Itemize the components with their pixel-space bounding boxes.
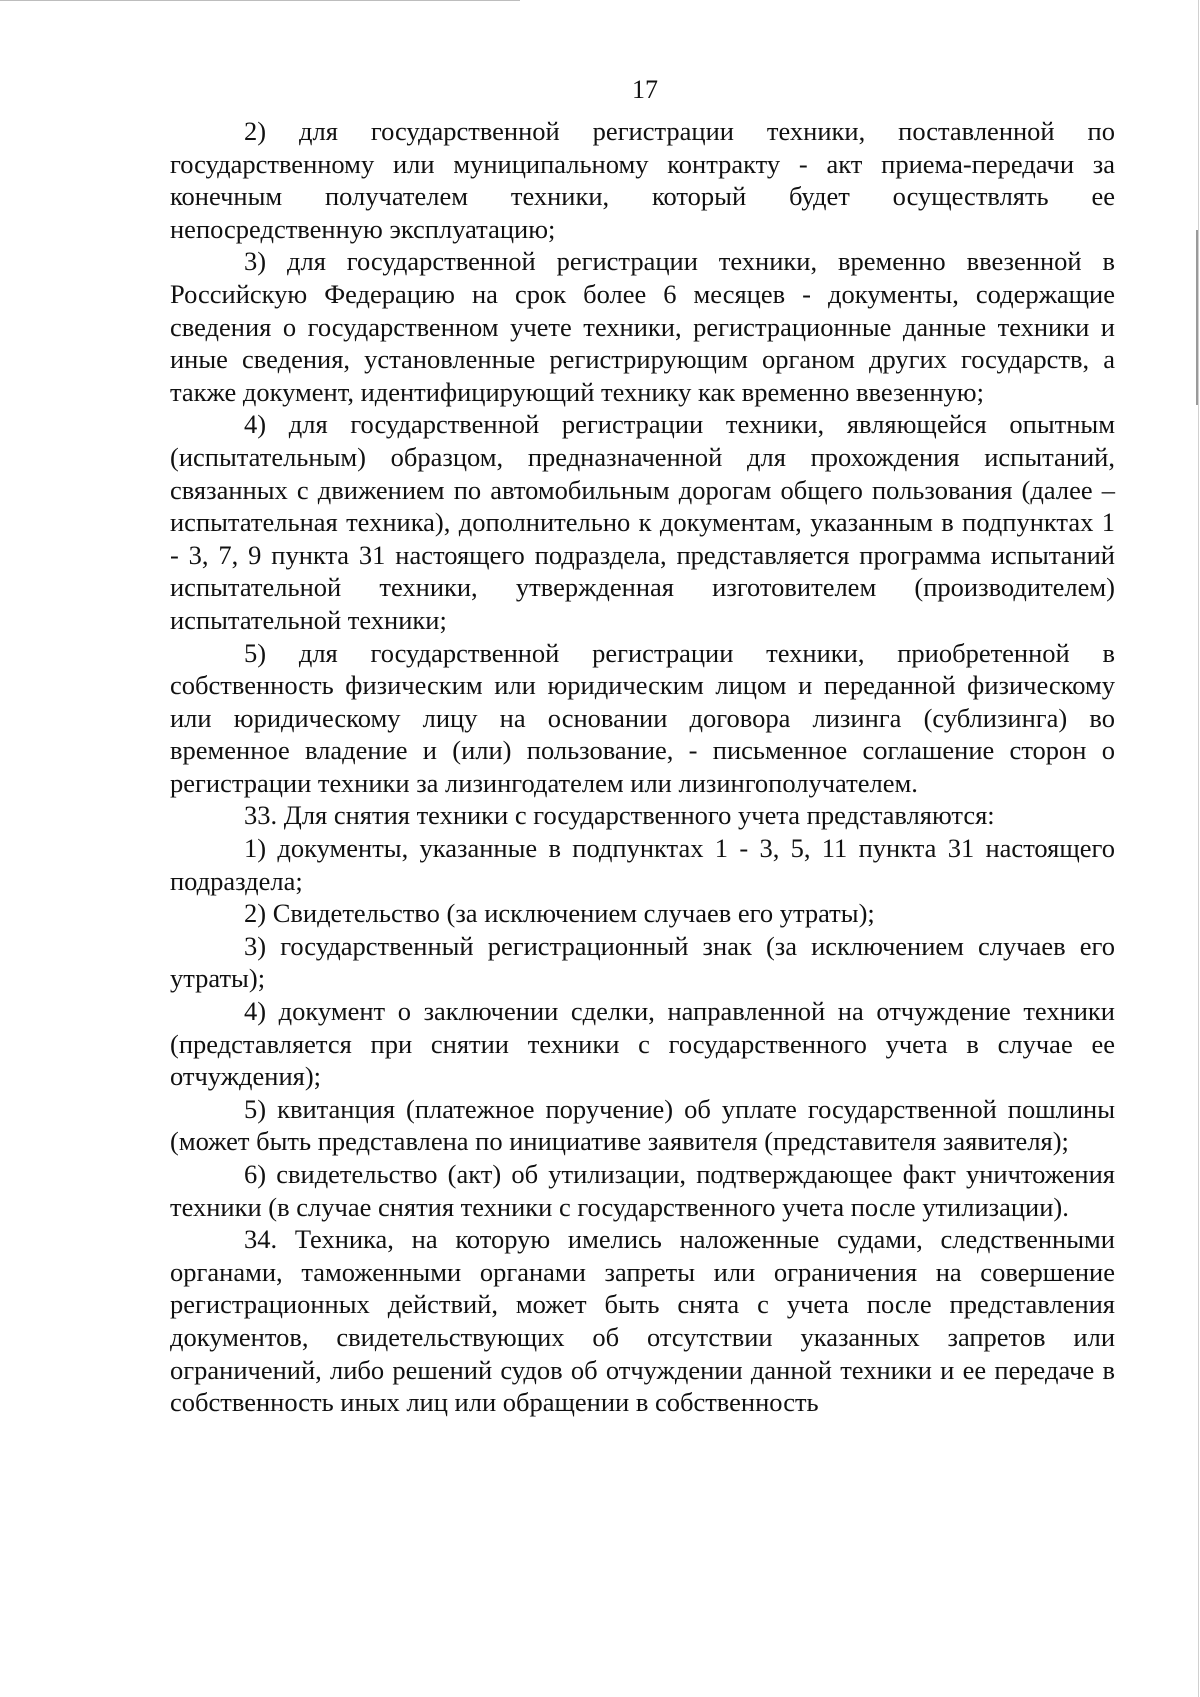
paragraph-item-2: 2) для государственной регистрации техники, поставленной по государственному или муниципальному контракту - акт приема-передачи за конечным получателем техники, который будет осуществлять ее непосредственную эксплуатацию; <box>170 116 1115 244</box>
paragraph-clause-34: 34. Техника, на которую имелись наложенные судами, следственными органами, таможенными органами запреты или ограничения на совершение регистрационных действий, может быть снята с учета после представления документов, свидетельствующих об отсутствии указанных запретов или ограничений, либо решений судов об отчуждении данной техники и ее передаче в собственность иных лиц или обращении в собственность <box>170 1224 1115 1418</box>
paragraph-clause-33-item-5: 5) квитанция (платежное поручение) об уплате государственной пошлины (может быть представлена по инициативе заявителя (представителя заявителя); <box>170 1093 1115 1157</box>
paragraph-item-3: 3) для государственной регистрации техники, временно ввезенной в Российскую Федерацию на срок более 6 месяцев - документы, содержащие сведения о государственном учете техники, регистрационные данные техники и иные сведения, установленные регистрирующим органом других государств, а также документ, идентифицирующий технику как временно ввезенную; <box>170 246 1115 407</box>
paragraph-clause-33-item-2: 2) Свидетельство (за исключением случаев его утраты); <box>244 898 875 929</box>
paragraph-clause-33-item-1: 1) документы, указанные в подпунктах 1 - 3, 5, 11 пункта 31 настоящего подраздела; <box>170 833 1115 896</box>
paragraph-clause-33-item-4: 4) документ о заключении сделки, направленной на отчуждение техники (представляется при снятии техники с государственного учета в случае ее отчуждения); <box>170 996 1115 1092</box>
paragraph-item-4: 4) для государственной регистрации техники, являющейся опытным (испытательным) образцом, предназначенной для прохождения испытаний, связанных с движением по автомобильным дорогам общего пользования (далее – испытательная техника), дополнительно к документам, указанным в подпунктах 1 - 3, 7, 9 пункта 31 настоящего подраздела, представляется программа испытаний испытательной техники, утвержденная изготовителем (производителем) испытательной техники; <box>170 409 1115 635</box>
document-body <box>170 115 1115 1419</box>
scan-edge-top <box>0 0 520 1</box>
paragraph-clause-33-item-3: 3) государственный регистрационный знак (за исключением случаев его утраты); <box>170 930 1115 994</box>
paragraph-clause-33: 33. Для снятия техники с государственного учета представляются: <box>244 800 995 831</box>
paragraph-clause-33-item-6: 6) свидетельство (акт) об утилизации, подтверждающее факт уничтожения техники (в случае снятия техники с государственного учета после утилизации). <box>170 1159 1115 1222</box>
scan-edge-right <box>1198 0 1199 1697</box>
page-number: 17 <box>632 75 658 104</box>
scan-edge-right-mark <box>1196 230 1198 405</box>
paragraph-item-5: 5) для государственной регистрации техники, приобретенной в собственность физическим или юридическим лицом и переданной физическому или юридическому лицу на основании договора лизинга (сублизинга) во временное владение и (или) пользование, - письменное соглашение сторон о регистрации техники за лизингодателем или лизингополучателем. <box>170 637 1115 798</box>
